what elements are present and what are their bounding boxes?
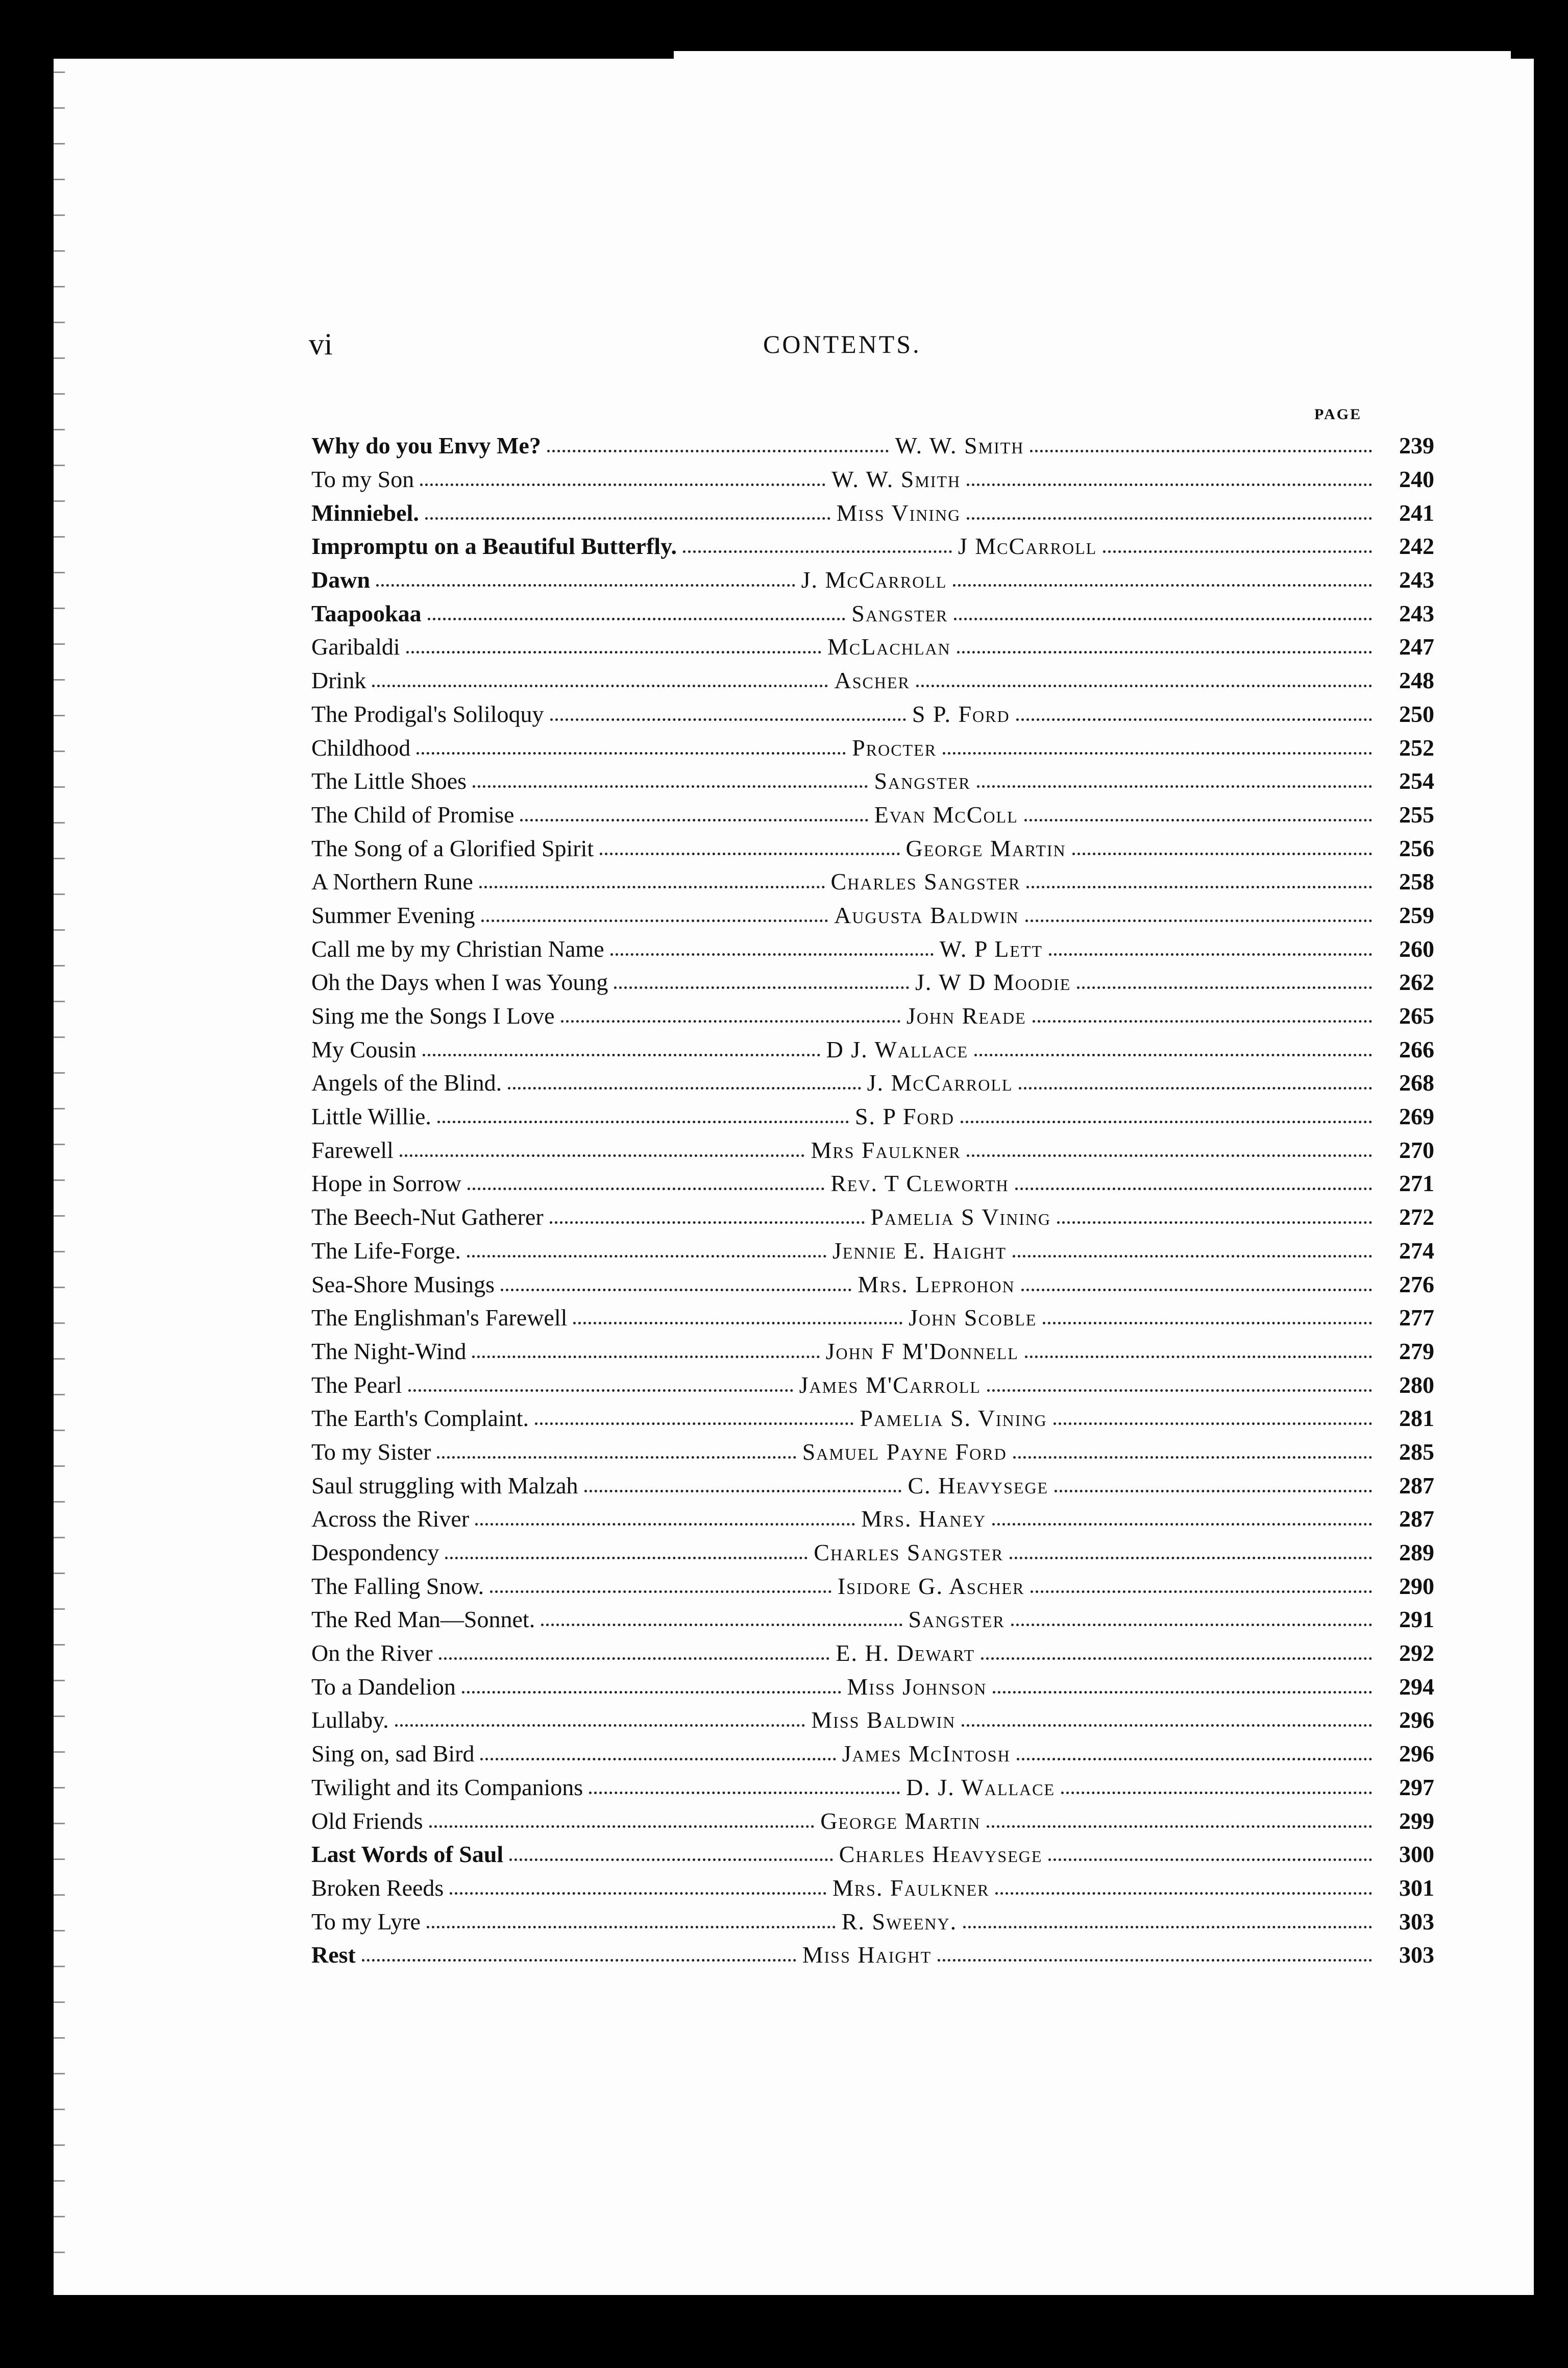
- entry-page: 300: [1399, 1841, 1434, 1868]
- toc-entry: [311, 764, 1434, 798]
- entry-title: The Song of a Glorified Spirit: [311, 835, 594, 861]
- entry-title: The Red Man—Sonnet.: [311, 1606, 535, 1633]
- entry-page: 297: [1399, 1774, 1434, 1800]
- dot-leader: [1057, 1221, 1372, 1224]
- entry-author: J. McCarroll: [867, 1070, 1013, 1096]
- dot-leader: [1010, 1557, 1372, 1559]
- entry-page: 303: [1399, 1908, 1434, 1935]
- toc-entry: [311, 731, 1434, 764]
- entry-author: S P. Ford: [912, 700, 1010, 727]
- entry-author: Mrs. Faulkner: [832, 1874, 990, 1901]
- dot-leader: [943, 752, 1372, 755]
- dot-leader: [1030, 450, 1372, 452]
- entry-page: 277: [1399, 1304, 1435, 1331]
- dot-leader: [428, 618, 846, 620]
- entry-title: Broken Reeds: [311, 1874, 444, 1901]
- entry-page: 258: [1399, 868, 1434, 895]
- dot-leader: [967, 517, 1372, 520]
- entry-author: Miss Haight: [802, 1942, 932, 1968]
- dot-leader: [683, 550, 952, 553]
- entry-page: 299: [1399, 1807, 1434, 1834]
- entry-title: The Life-Forge.: [311, 1237, 461, 1264]
- toc-entry: [311, 965, 1434, 999]
- dot-leader: [462, 1691, 841, 1694]
- page-column-label: PAGE: [1314, 406, 1362, 423]
- entry-author: Augusta Baldwin: [834, 902, 1019, 928]
- entry-page: 303: [1399, 1942, 1435, 1968]
- contents-list: [311, 429, 1434, 1972]
- entry-page: 250: [1399, 700, 1435, 727]
- entry-author: Samuel Payne Ford: [802, 1438, 1007, 1465]
- toc-entry: [311, 1435, 1434, 1469]
- entry-title: To my Lyre: [311, 1908, 421, 1935]
- entry-title: Rest: [311, 1942, 356, 1968]
- dot-leader: [509, 1858, 833, 1861]
- toc-entry: [311, 697, 1434, 731]
- dot-leader: [468, 1188, 824, 1190]
- dot-leader: [561, 1020, 900, 1023]
- entry-page: 270: [1399, 1137, 1434, 1163]
- dot-leader: [963, 1926, 1372, 1928]
- entry-title: Minniebel.: [311, 499, 419, 526]
- page-folio: vi: [309, 327, 333, 361]
- dot-leader: [995, 1892, 1372, 1895]
- dot-leader: [1055, 1490, 1372, 1492]
- dot-leader: [1054, 1422, 1372, 1425]
- entry-title: Call me by my Christian Name: [311, 935, 604, 962]
- dot-leader: [584, 1490, 902, 1492]
- entry-page: 296: [1399, 1741, 1434, 1767]
- entry-author: D J. Wallace: [826, 1036, 969, 1062]
- entry-page: 287: [1399, 1506, 1435, 1532]
- dot-leader: [1016, 718, 1372, 721]
- toc-entry: [311, 1368, 1434, 1402]
- toc-entry: [311, 1904, 1434, 1938]
- entry-author: Mrs. Leprohon: [857, 1271, 1015, 1297]
- entry-page: 240: [1399, 466, 1434, 493]
- dot-leader: [954, 618, 1372, 620]
- entry-title: The Falling Snow.: [311, 1573, 484, 1599]
- dot-leader: [475, 1523, 855, 1526]
- entry-author: Procter: [852, 734, 937, 761]
- entry-author: John Reade: [906, 1003, 1026, 1029]
- entry-title: Dawn: [311, 567, 371, 593]
- entry-author: J. W D Moodie: [915, 969, 1071, 996]
- entry-author: J McCarroll: [958, 533, 1097, 560]
- toc-entry: [311, 496, 1434, 529]
- dot-leader: [1043, 1322, 1372, 1324]
- dot-leader: [610, 953, 934, 956]
- dot-leader: [479, 886, 825, 888]
- dot-leader: [1024, 819, 1372, 821]
- entry-author: W. W. Smith: [831, 466, 961, 493]
- entry-author: Miss Vining: [836, 499, 961, 526]
- dot-leader: [1049, 953, 1372, 956]
- entry-author: Sangster: [851, 600, 948, 626]
- toc-entry: [311, 596, 1434, 630]
- entry-author: Sangster: [874, 768, 971, 794]
- toc-entry: [311, 1267, 1434, 1301]
- entry-title: A Northern Rune: [311, 868, 473, 895]
- dot-leader: [467, 1255, 826, 1258]
- dot-leader: [974, 1054, 1372, 1056]
- dot-leader: [992, 1523, 1372, 1526]
- entry-page: 247: [1399, 634, 1435, 660]
- dot-leader: [1017, 1758, 1372, 1760]
- entry-page: 239: [1399, 432, 1435, 459]
- toc-entry: [311, 831, 1434, 865]
- dot-leader: [550, 718, 906, 721]
- dot-leader: [1011, 1624, 1372, 1626]
- entry-page: 290: [1399, 1573, 1435, 1599]
- dot-leader: [1077, 986, 1372, 989]
- dot-leader: [1103, 550, 1372, 553]
- dot-leader: [408, 1389, 793, 1392]
- entry-author: W. P Lett: [939, 935, 1043, 962]
- entry-author: McLachlan: [827, 634, 951, 660]
- toc-entry: [311, 1636, 1434, 1670]
- dot-leader: [1025, 920, 1372, 922]
- dot-leader: [490, 1590, 831, 1593]
- entry-page: 243: [1399, 567, 1435, 593]
- toc-entry: [311, 463, 1434, 496]
- dot-leader: [547, 450, 889, 452]
- toc-entry: [311, 429, 1434, 463]
- toc-entry: [311, 1468, 1434, 1502]
- entry-title: Saul struggling with Malzah: [311, 1472, 578, 1499]
- entry-page: 241: [1399, 499, 1434, 526]
- entry-page: 301: [1399, 1874, 1434, 1901]
- dot-leader: [427, 1926, 836, 1928]
- entry-author: Mrs Faulkner: [811, 1137, 961, 1163]
- toc-entry: [311, 1838, 1434, 1871]
- toc-entry: [311, 1536, 1434, 1569]
- entry-title: To my Sister: [311, 1438, 431, 1465]
- toc-entry: [311, 1335, 1434, 1368]
- entry-author: R. Sweeny.: [841, 1908, 958, 1935]
- dot-leader: [573, 1322, 902, 1324]
- dot-leader: [445, 1557, 807, 1559]
- dot-leader: [1072, 853, 1372, 855]
- entry-author: George Martin: [905, 835, 1066, 861]
- entry-title: Farewell: [311, 1137, 394, 1163]
- dot-leader: [450, 1892, 826, 1895]
- toc-entry: [311, 999, 1434, 1033]
- dot-leader: [957, 651, 1372, 654]
- entry-title: The Beech-Nut Gatherer: [311, 1204, 544, 1230]
- dot-leader: [967, 484, 1372, 486]
- entry-page: 292: [1399, 1640, 1435, 1666]
- binding-edge: [54, 71, 65, 2277]
- entry-page: 262: [1399, 969, 1435, 996]
- entry-title: To a Dandelion: [311, 1673, 456, 1700]
- entry-title: Childhood: [311, 734, 411, 761]
- dot-leader: [981, 1657, 1372, 1660]
- entry-author: D. J. Wallace: [906, 1774, 1056, 1800]
- entry-title: Lullaby.: [311, 1707, 389, 1733]
- dot-leader: [508, 1087, 861, 1090]
- dot-leader: [400, 1154, 805, 1157]
- entry-title: The Little Shoes: [311, 768, 467, 794]
- dot-leader: [362, 1959, 796, 1962]
- toc-entry: [311, 899, 1434, 932]
- entry-title: Angels of the Blind.: [311, 1070, 502, 1096]
- entry-author: Sangster: [908, 1606, 1005, 1633]
- entry-author: George Martin: [820, 1807, 981, 1834]
- toc-entry: [311, 563, 1434, 597]
- entry-author: John F M'Donnell: [825, 1338, 1019, 1364]
- entry-title: Old Friends: [311, 1807, 423, 1834]
- toc-entry: [311, 630, 1434, 664]
- toc-entry: [311, 1670, 1434, 1703]
- dot-leader: [589, 1792, 900, 1794]
- toc-entry: [311, 932, 1434, 965]
- dot-leader: [439, 1657, 830, 1660]
- entry-page: 281: [1399, 1405, 1435, 1432]
- entry-page: 271: [1399, 1170, 1434, 1197]
- toc-entry: [311, 1737, 1434, 1771]
- entry-title: Garibaldi: [311, 634, 400, 660]
- entry-page: 243: [1399, 600, 1434, 626]
- entry-page: 252: [1399, 734, 1435, 761]
- entry-author: James M'Carroll: [799, 1371, 981, 1398]
- dot-leader: [535, 1422, 853, 1425]
- toc-entry: [311, 1771, 1434, 1804]
- entry-page: 248: [1399, 667, 1435, 694]
- dot-leader: [1061, 1792, 1372, 1794]
- entry-author: Rev. T Cleworth: [830, 1170, 1009, 1197]
- dot-leader: [520, 819, 868, 821]
- dot-leader: [416, 752, 846, 755]
- entry-title: Taapookaa: [311, 600, 422, 626]
- toc-entry: [311, 1402, 1434, 1435]
- entry-title: The Child of Promise: [311, 801, 514, 828]
- dot-leader: [429, 1825, 815, 1828]
- toc-entry: [311, 1502, 1434, 1536]
- toc-entry: [311, 1871, 1434, 1905]
- entry-title: Despondency: [311, 1539, 439, 1566]
- dot-leader: [437, 1121, 849, 1123]
- dot-leader: [1031, 1590, 1372, 1593]
- entry-page: 276: [1399, 1271, 1434, 1297]
- dot-leader: [480, 1758, 836, 1760]
- toc-entry: [311, 1167, 1434, 1200]
- toc-entry: [311, 865, 1434, 899]
- entry-author: J. McCarroll: [801, 567, 947, 593]
- entry-page: 274: [1399, 1237, 1435, 1264]
- entry-author: Miss Baldwin: [811, 1707, 956, 1733]
- entry-author: E. H. Dewart: [836, 1640, 975, 1666]
- dot-leader: [1021, 1289, 1372, 1291]
- entry-title: To my Son: [311, 466, 414, 493]
- entry-author: James McIntosh: [842, 1741, 1011, 1767]
- entry-page: 254: [1399, 768, 1434, 794]
- dot-leader: [962, 1724, 1372, 1727]
- entry-title: Hope in Sorrow: [311, 1170, 461, 1197]
- dot-leader: [1019, 1087, 1372, 1090]
- toc-entry: [311, 1032, 1434, 1066]
- entry-author: Charles Heavysege: [839, 1841, 1043, 1868]
- entry-page: 266: [1399, 1036, 1434, 1062]
- entry-title: Little Willie.: [311, 1103, 431, 1130]
- dot-leader: [961, 1121, 1372, 1123]
- entry-author: John Scoble: [909, 1304, 1037, 1331]
- dot-leader: [987, 1825, 1372, 1828]
- toc-entry: [311, 1100, 1434, 1133]
- dot-leader: [501, 1289, 851, 1291]
- entry-page: 269: [1399, 1103, 1434, 1130]
- dot-leader: [993, 1691, 1372, 1694]
- dot-leader: [614, 986, 909, 989]
- dot-leader: [1013, 1456, 1372, 1459]
- entry-page: 294: [1399, 1673, 1435, 1700]
- entry-title: Sing me the Songs I Love: [311, 1003, 555, 1029]
- dot-leader: [472, 1356, 819, 1358]
- entry-page: 260: [1399, 935, 1435, 962]
- entry-author: Ascher: [834, 667, 910, 694]
- dot-leader: [437, 1456, 796, 1459]
- entry-title: The Night-Wind: [311, 1338, 467, 1364]
- entry-title: My Cousin: [311, 1036, 416, 1062]
- dot-leader: [481, 920, 828, 922]
- dot-leader: [473, 785, 868, 788]
- entry-title: Sea-Shore Musings: [311, 1271, 495, 1297]
- entry-page: 291: [1399, 1606, 1434, 1633]
- entry-author: S. P Ford: [854, 1103, 955, 1130]
- toc-entry: [311, 664, 1434, 697]
- entry-title: Impromptu on a Beautiful Butterfly.: [311, 533, 677, 560]
- entry-author: Mrs. Haney: [861, 1506, 987, 1532]
- entry-author: W. W. Smith: [895, 432, 1024, 459]
- entry-title: Why do you Envy Me?: [311, 432, 541, 459]
- dot-leader: [376, 584, 795, 587]
- dot-leader: [1026, 886, 1372, 888]
- entry-title: On the River: [311, 1640, 433, 1666]
- entry-author: Miss Johnson: [847, 1673, 987, 1700]
- dot-leader: [967, 1154, 1372, 1157]
- toc-entry: [311, 1938, 1434, 1972]
- dot-leader: [1033, 1020, 1372, 1023]
- dot-leader: [541, 1624, 902, 1626]
- entry-page: 279: [1399, 1338, 1434, 1364]
- dot-leader: [938, 1959, 1372, 1962]
- entry-author: C. Heavysege: [908, 1472, 1049, 1499]
- dot-leader: [406, 651, 821, 654]
- entry-title: Summer Evening: [311, 902, 475, 928]
- running-head: CONTENTS.: [763, 330, 921, 358]
- entry-title: Oh the Days when I was Young: [311, 969, 608, 996]
- entry-title: Twilight and its Companions: [311, 1774, 583, 1800]
- toc-entry: [311, 529, 1434, 563]
- dot-leader: [916, 685, 1372, 687]
- toc-entry: [311, 1603, 1434, 1636]
- entry-page: 280: [1399, 1371, 1434, 1398]
- entry-page: 256: [1399, 835, 1435, 861]
- toc-entry: [311, 1200, 1434, 1234]
- dot-leader: [953, 584, 1372, 587]
- dot-leader: [977, 785, 1372, 788]
- entry-author: Charles Sangster: [830, 868, 1021, 895]
- entry-title: Last Words of Saul: [311, 1841, 504, 1868]
- entry-page: 285: [1399, 1438, 1434, 1465]
- dot-leader: [372, 685, 828, 687]
- entry-page: 272: [1399, 1204, 1434, 1230]
- toc-entry: [311, 1234, 1434, 1268]
- dot-leader: [425, 517, 830, 520]
- dot-leader: [600, 853, 899, 855]
- dot-leader: [1015, 1188, 1372, 1190]
- dot-leader: [423, 1054, 820, 1056]
- entry-title: Drink: [311, 667, 366, 694]
- entry-author: Charles Sangster: [814, 1539, 1004, 1566]
- entry-page: 259: [1399, 902, 1435, 928]
- entry-title: The Earth's Complaint.: [311, 1405, 529, 1432]
- dot-leader: [1048, 1858, 1372, 1861]
- toc-entry: [311, 1569, 1434, 1603]
- entry-title: Sing on, sad Bird: [311, 1741, 475, 1767]
- entry-page: 242: [1399, 533, 1434, 560]
- entry-title: Across the River: [311, 1506, 470, 1532]
- entry-title: The Pearl: [311, 1371, 402, 1398]
- dot-leader: [987, 1389, 1372, 1392]
- toc-entry: [311, 1133, 1434, 1167]
- entry-author: Pamelia S Vining: [870, 1204, 1051, 1230]
- entry-page: 296: [1399, 1707, 1435, 1733]
- toc-entry: [311, 1066, 1434, 1100]
- entry-author: Evan McColl: [874, 801, 1018, 828]
- dot-leader: [420, 484, 825, 486]
- toc-entry: [311, 798, 1434, 832]
- entry-page: 268: [1399, 1070, 1434, 1096]
- entry-author: Jennie E. Haight: [832, 1237, 1007, 1264]
- entry-page: 289: [1399, 1539, 1434, 1566]
- entry-title: The Prodigal's Soliloquy: [311, 700, 544, 727]
- entry-page: 255: [1399, 801, 1435, 828]
- entry-author: Pamelia S. Vining: [860, 1405, 1047, 1432]
- toc-entry: [311, 1804, 1434, 1838]
- dot-leader: [395, 1724, 805, 1727]
- dot-leader: [1025, 1356, 1372, 1358]
- entry-page: 265: [1399, 1003, 1434, 1029]
- dot-leader: [1013, 1255, 1372, 1258]
- entry-page: 287: [1399, 1472, 1434, 1499]
- dot-leader: [550, 1221, 865, 1224]
- entry-author: Isidore G. Ascher: [837, 1573, 1025, 1599]
- entry-title: The Englishman's Farewell: [311, 1304, 568, 1331]
- toc-entry: [311, 1703, 1434, 1737]
- toc-entry: [311, 1301, 1434, 1335]
